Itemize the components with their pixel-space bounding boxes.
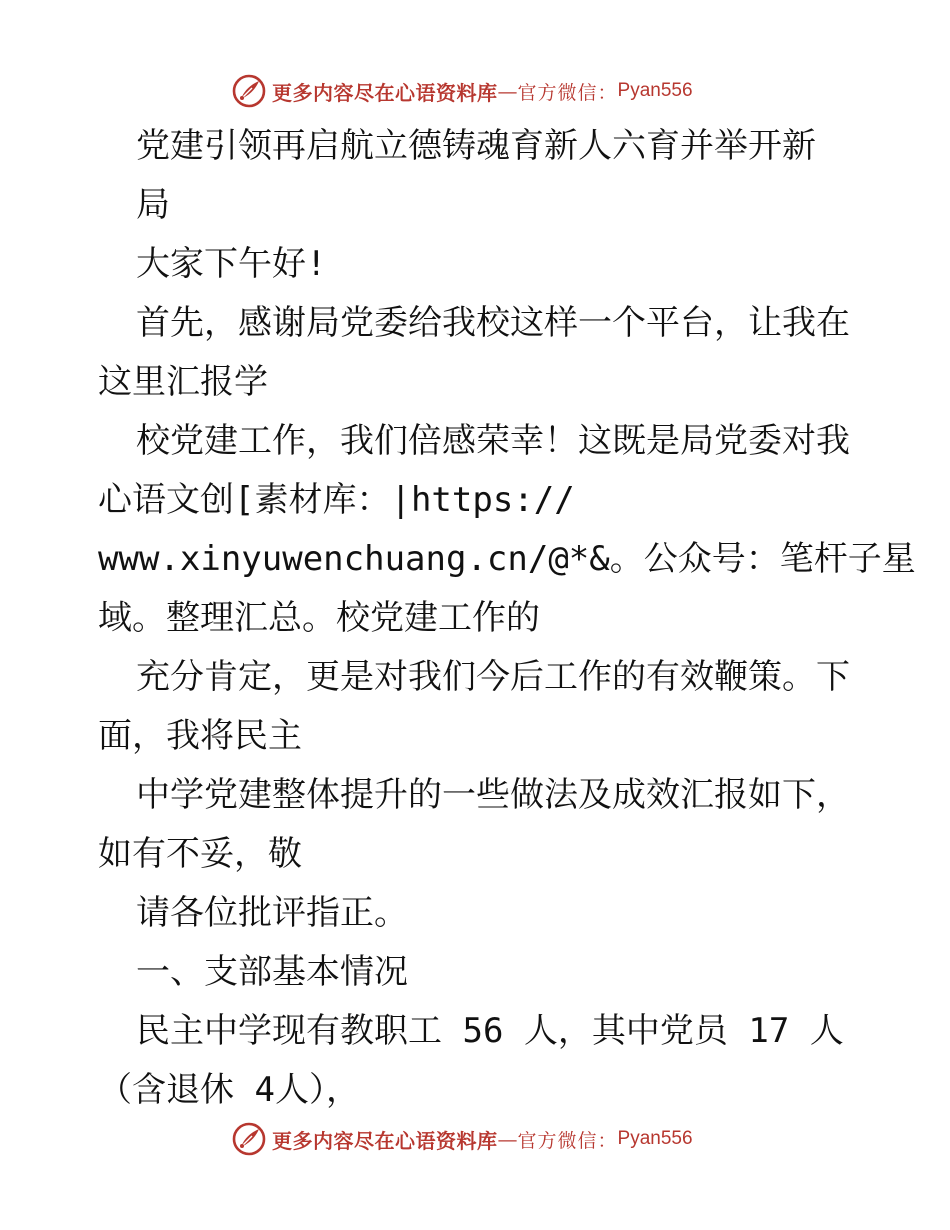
- paragraph-line: 这里汇报学: [98, 362, 268, 402]
- paragraph-line: 如有不妥，敬: [98, 834, 302, 874]
- document-body: [98, 117, 916, 1120]
- banner-main-text: 更多内容尽在心语资料库: [272, 1128, 498, 1153]
- banner-main-text: 更多内容尽在心语资料库: [272, 80, 498, 105]
- banner-wechat-id: Pyan556: [617, 80, 693, 101]
- paragraph-line: www.xinyuwenchuang.cn/@*&。公众号：笔杆子星: [98, 539, 916, 579]
- paragraph-line: 校党建工作，我们倍感荣幸！这既是局党委对我: [136, 421, 850, 461]
- section-heading: 一、支部基本情况: [136, 952, 408, 992]
- paragraph-line: 中学党建整体提升的一些做法及成效汇报如下，: [136, 775, 850, 815]
- feather-pen-logo-icon: [232, 1122, 266, 1156]
- paragraph-line: 充分肯定，更是对我们今后工作的有效鞭策。下: [136, 657, 850, 697]
- banner-wechat-label: 官方微信：: [517, 1129, 618, 1152]
- header-banner: [232, 73, 693, 109]
- feather-pen-logo-icon: [232, 74, 266, 108]
- paragraph-line: 域。整理汇总。校党建工作的: [98, 598, 540, 638]
- paragraph-line: 面，我将民主: [98, 716, 302, 756]
- paragraph-line: 首先，感谢局党委给我校这样一个平台，让我在: [136, 303, 850, 343]
- title-line-2: 局: [136, 185, 170, 225]
- banner-wechat-id: Pyan556: [617, 1128, 693, 1149]
- greeting-line: 大家下午好!: [136, 244, 327, 284]
- title-line-1: 党建引领再启航立德铸魂育新人六育并举开新: [136, 126, 816, 166]
- paragraph-line: 民主中学现有教职工 56 人，其中党员 17 人: [136, 1011, 844, 1051]
- banner-separator: —: [497, 79, 518, 103]
- paragraph-line: （含退休 4人），: [98, 1070, 360, 1110]
- banner-wechat-label: 官方微信：: [517, 81, 618, 104]
- paragraph-line: 请各位批评指正。: [136, 893, 408, 933]
- paragraph-line: 心语文创[素材库：|https://: [98, 480, 575, 520]
- banner-separator: —: [497, 1127, 518, 1151]
- footer-banner: [232, 1121, 693, 1157]
